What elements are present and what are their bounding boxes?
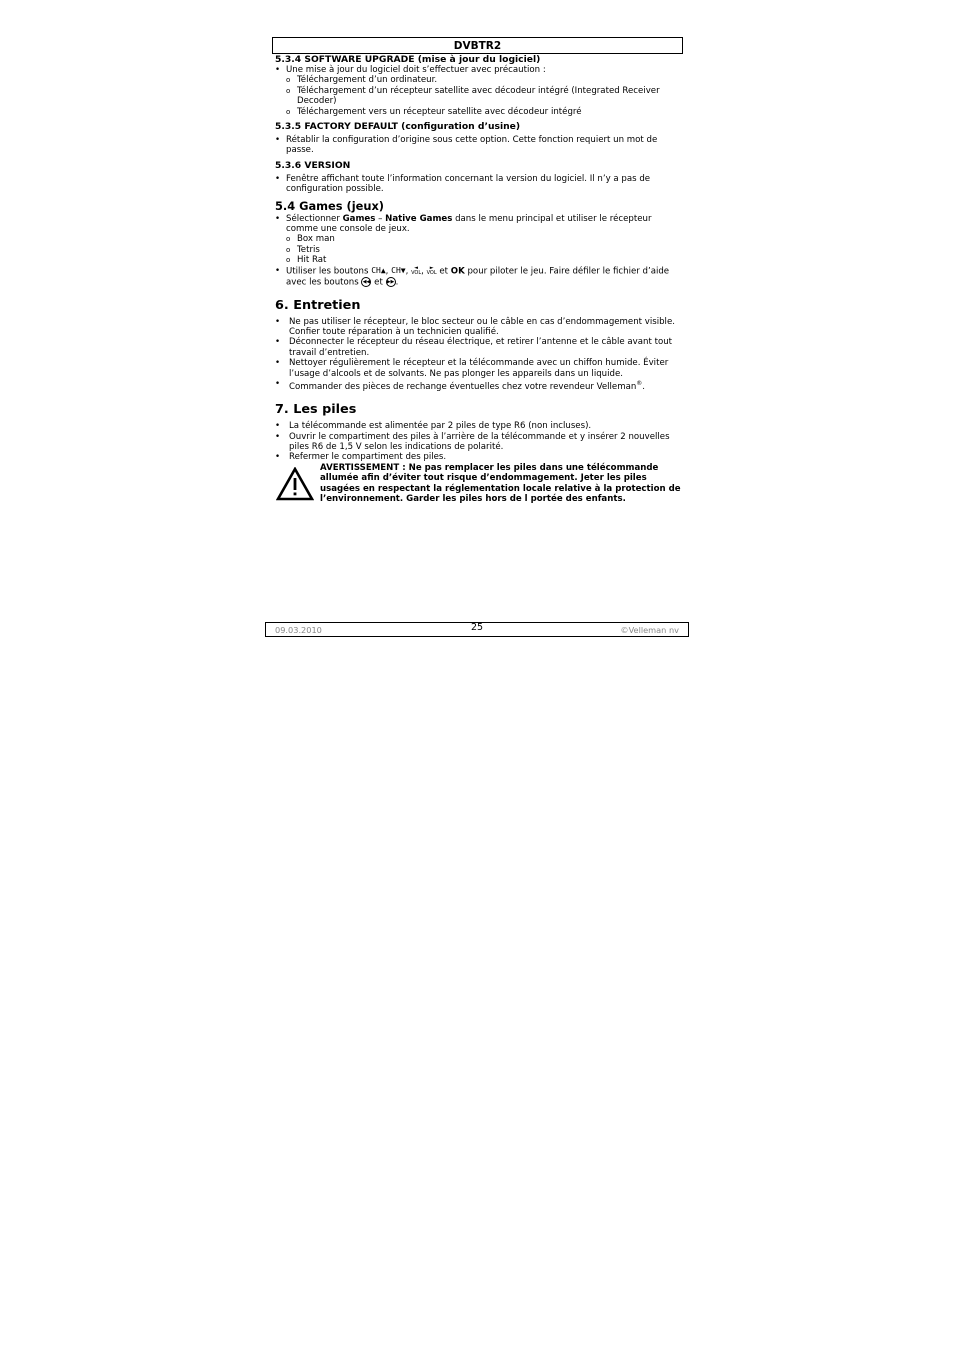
list-item: • Nettoyer régulièrement le récepteur et la télécommande avec un chiffon humide. Éviter l’usage d’alcools et de solvants. Ne pas plonger les appareils dans un liquide. — [275, 358, 681, 379]
page-footer — [265, 622, 689, 637]
rewind-button-icon: ◀◀ — [362, 278, 371, 285]
section-7-list — [275, 421, 681, 463]
text-span: et — [436, 266, 451, 277]
text-span: Utiliser les boutons — [286, 266, 372, 277]
section-5-3-5-list — [275, 135, 681, 156]
text-span: et — [371, 277, 386, 288]
section-5-4-heading: 5.4 Games (jeux) — [275, 198, 385, 213]
footer-date: 09.03.2010 — [275, 625, 322, 635]
section-6-heading: 6. Entretien — [275, 297, 361, 313]
text-span: dans le menu principal et utiliser le récepteur comme une console de jeux. — [286, 213, 652, 235]
ch-down-button-icon: CH▼ — [391, 266, 406, 276]
bullet-text: Une mise à jour du logiciel doit s’effectuer avec précaution : — [286, 65, 546, 75]
sub-list — [275, 75, 681, 117]
list-item: • Refermer le compartiment des piles. — [275, 452, 681, 462]
list-item: • Utiliser les boutons CH▲, CH▼, ◄ VOL, ► VOL et OK pour piloter le jeu. Faire défiler le fichier d’aide avec les boutons ◀◀ et ▶▶. — [275, 266, 681, 288]
list-item: • Rétablir la configuration d’origine sous cette option. Cette fonction requiert un mot de passe. — [275, 135, 681, 156]
text-span: . — [642, 381, 646, 392]
list-item — [275, 65, 681, 117]
text-span: Sélectionner — [286, 213, 343, 224]
btn-label: VOL — [426, 269, 437, 276]
text-span: . — [395, 277, 399, 288]
vol-right-button-icon: ► VOL — [426, 264, 437, 276]
footer-copyright: ©Velleman nv — [620, 625, 679, 635]
btn-label: CH — [391, 266, 401, 276]
page-number: 25 — [470, 622, 484, 633]
btn-label: VOL — [411, 269, 422, 276]
section-5-3-6-list — [275, 174, 681, 195]
sub-item: o Téléchargement vers un récepteur satellite avec décodeur intégré — [286, 107, 681, 117]
battery-warning — [275, 463, 681, 505]
list-item: • Ouvrir le compartiment des piles à l’arrière de la télécommande et y insérer 2 nouvelles piles R6 de 1,5 V selon les indications de polarité. — [275, 432, 681, 453]
section-5-3-5-heading: 5.3.5 FACTORY DEFAULT (configuration d’usine) — [275, 121, 521, 133]
text-span: pour piloter le jeu. Faire défiler le fichier d’aide avec les boutons — [286, 266, 670, 288]
bold-text: OK — [450, 266, 465, 277]
btn-label: CH — [371, 266, 381, 276]
header-title: DVBTR2 — [453, 40, 502, 52]
list-item: • La télécommande est alimentée par 2 piles de type R6 (non incluses). — [275, 421, 681, 431]
game-item: o Hit Rat — [286, 255, 681, 265]
bold-text: Native Games — [385, 213, 453, 224]
forward-button-icon: ▶▶ — [386, 278, 395, 285]
page-header — [272, 37, 683, 54]
list-item: • Ne pas utiliser le récepteur, le bloc secteur ou le câble en cas d’endommagement visible. Confier toute réparation à un technicien qualifié. — [275, 317, 681, 338]
section-5-3-4-heading: 5.3.4 SOFTWARE UPGRADE (mise à jour du logiciel) — [275, 54, 541, 65]
section-5-4-list — [275, 214, 681, 288]
game-item: o Box man — [286, 234, 681, 244]
warning-triangle-icon — [276, 467, 314, 501]
games-list — [275, 234, 681, 265]
text-span: Commander des pièces de rechange éventuelles chez votre revendeur Velleman — [289, 381, 637, 392]
list-item — [275, 214, 681, 266]
section-7-heading: 7. Les piles — [275, 402, 357, 418]
section-5-3-6-heading: 5.3.6 VERSION — [275, 159, 351, 171]
section-5-3-4-list — [275, 65, 681, 117]
section-6-list — [275, 317, 681, 393]
ch-up-button-icon: CH▲ — [371, 266, 386, 276]
sub-item: o Téléchargement d’un récepteur satellite avec décodeur intégré (Integrated Receiver Decoder) — [286, 86, 681, 107]
sub-item: o Téléchargement d’un ordinateur. — [286, 75, 681, 85]
text-span: – — [375, 213, 386, 224]
list-item: • Déconnecter le récepteur du réseau électrique, et retirer l’antenne et le câble avant tout travail d’entretien. — [275, 337, 681, 358]
vol-left-button-icon: ◄ VOL — [411, 264, 422, 276]
list-item: • Fenêtre affichant toute l’information concernant la version du logiciel. Il n’y a pas de configuration possible. — [275, 174, 681, 195]
registered-mark: ® — [636, 379, 643, 387]
bold-text: Games — [342, 213, 376, 224]
list-item — [275, 379, 681, 392]
game-item: o Tetris — [286, 245, 681, 255]
warning-text: AVERTISSEMENT : Ne pas remplacer les piles dans une télécommande allumée afin d’éviter tout risque d’endommagement. Jeter les piles usagées en respectant la réglementation locale relative à la protection de l’environnement. Garder les piles hors de l portée des enfants. — [320, 462, 681, 505]
page-content — [275, 54, 681, 505]
